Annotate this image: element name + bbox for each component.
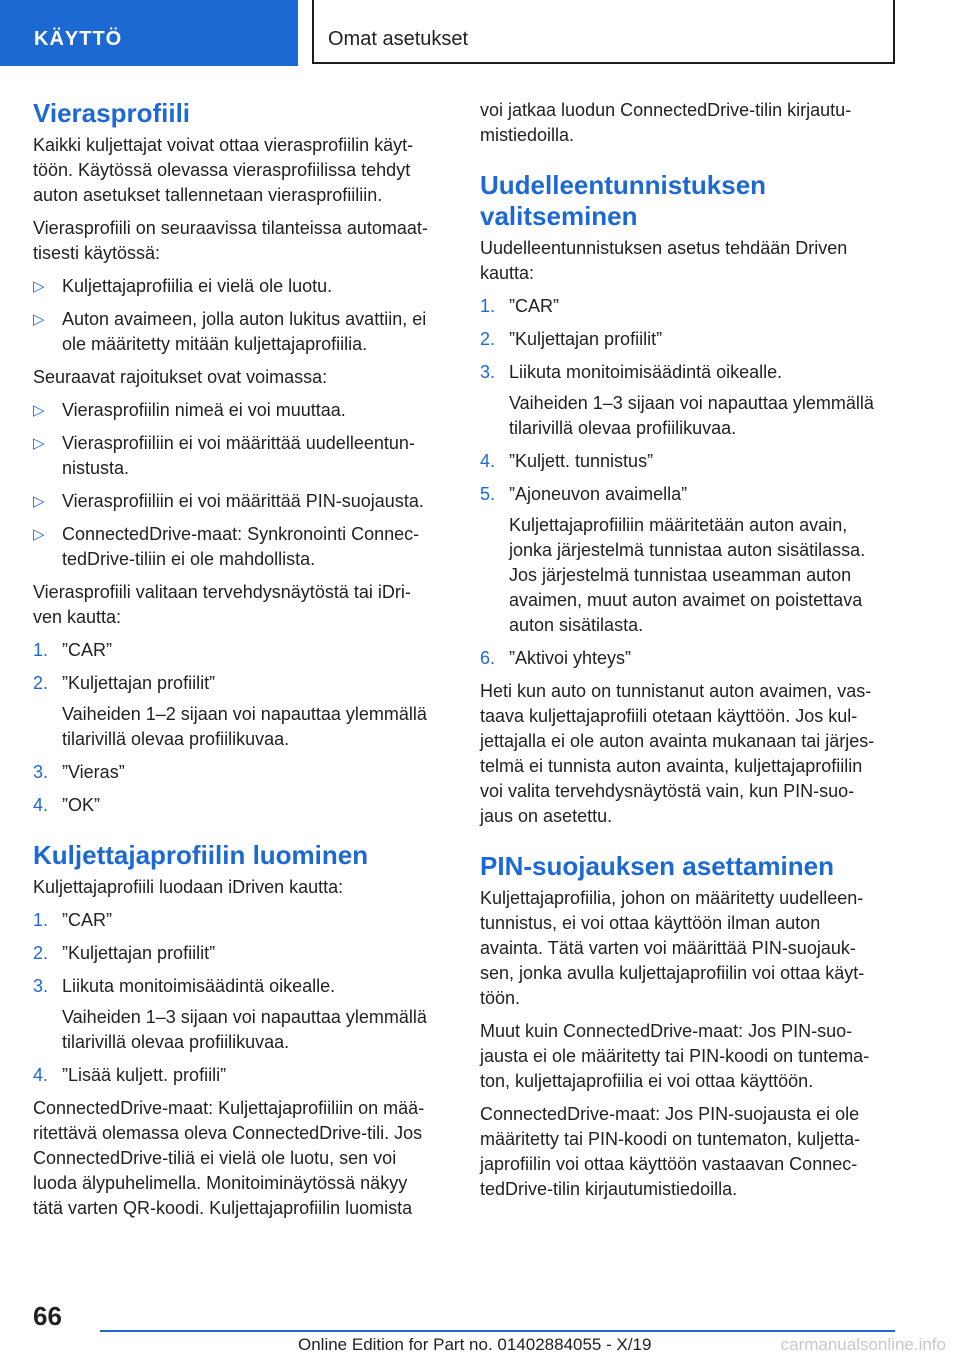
- step-number: 2.: [33, 673, 49, 693]
- step-item: [480, 327, 894, 352]
- step-text: ”CAR”: [509, 296, 559, 316]
- paragraph: Vierasprofiili on seuraavissa tilanteissa automaat- tisesti käytössä:: [33, 218, 428, 263]
- triangle-bullet-icon: ▷: [33, 526, 45, 543]
- bullet-text: Auton avaimeen, jolla auton lukitus avattiin, ei ole määritetty mitään kuljettajaprofiilia.: [62, 309, 427, 354]
- paragraph: Kuljettajaprofiili luodaan iDriven kautta:: [33, 877, 344, 897]
- paragraph: Muut kuin ConnectedDrive-maat: Jos PIN-suo- jausta ei ole määritetty tai PIN-koodi on tuntema- ton, kuljettajaprofiilia ei voi ottaa käyttöön.: [480, 1021, 870, 1091]
- step-item: [480, 482, 894, 638]
- bullet-item: [33, 489, 447, 514]
- step-number: 3.: [480, 362, 496, 382]
- numbered-list: [33, 638, 447, 818]
- triangle-bullet-icon: ▷: [33, 435, 45, 452]
- paragraph: Kaikki kuljettajat voivat ottaa vierasprofiilin käyt- töön. Käytössä olevassa vierasprofiilissa tehdyt auton asetukset tallennetaan vierasprofiiliin.: [33, 135, 414, 205]
- step-item: [33, 793, 447, 818]
- paragraph: ConnectedDrive-maat: Kuljettajaprofiiliin on mää- ritettävä olemassa oleva ConnectedDrive-tili. Jos ConnectedDrive-tiliä ei vielä ole luotu, sen voi luoda älypuhelimella. Monitoiminäytössä näkyy tätä varten QR-koodi. Kuljettajaprofiilin luomista: [33, 1098, 425, 1218]
- right-column: [480, 98, 894, 1210]
- step-item: [33, 941, 447, 966]
- step-item: [33, 908, 447, 933]
- step-note: Vaiheiden 1–3 sijaan voi napauttaa ylemmällä tilarivillä olevaa profiilikuvaa.: [62, 1007, 427, 1052]
- paragraph: voi jatkaa luodun ConnectedDrive-tilin kirjautu- mistiedoilla.: [480, 100, 852, 145]
- step-item: [33, 671, 447, 752]
- step-text: ”Kuljettajan profiilit”: [62, 943, 216, 963]
- step-text: ”CAR”: [62, 910, 112, 930]
- triangle-bullet-icon: ▷: [33, 493, 45, 510]
- step-number: 2.: [33, 943, 49, 963]
- bullet-text: ConnectedDrive-maat: Synkronointi Connec- tedDrive-tiliin ei ole mahdollista.: [62, 524, 420, 569]
- step-text: ”Kuljett. tunnistus”: [509, 451, 654, 471]
- step-text: Liikuta monitoimisäädintä oikealle.: [62, 976, 336, 996]
- bullet-list: [33, 398, 447, 572]
- bullet-item: [33, 274, 447, 299]
- step-number: 2.: [480, 329, 496, 349]
- paragraph: Seuraavat rajoitukset ovat voimassa:: [33, 367, 328, 387]
- watermark: carmanualsonline.info: [780, 1335, 946, 1354]
- step-item: [33, 760, 447, 785]
- page-number: 66: [33, 1301, 62, 1331]
- numbered-list: [480, 294, 894, 671]
- step-number: 1.: [33, 640, 49, 660]
- step-text: ”OK”: [62, 795, 100, 815]
- bullet-item: [33, 522, 447, 572]
- step-text: ”Ajoneuvon avaimella”: [509, 484, 688, 504]
- chapter-title: Omat asetukset: [312, 0, 895, 64]
- step-note: Kuljettajaprofiiliin määritetään auton avain, jonka järjestelmä tunnistaa auton sisätilassa. Jos järjestelmä tunnistaa useamman auton avaimen, muut auton avaimet on poistettava auton sisätilasta.: [509, 515, 866, 635]
- step-text: ”Kuljettajan profiilit”: [509, 329, 663, 349]
- step-text: ”Vieras”: [62, 762, 125, 782]
- edition-text: Online Edition for Part no. 01402884055 - X/19: [298, 1335, 652, 1354]
- heading-pin-suojaus: PIN-suojauksen asettaminen: [480, 851, 834, 881]
- bullet-text: Vierasprofiiliin ei voi määrittää uudelleentun- nistusta.: [62, 433, 415, 478]
- footer-divider: [100, 1330, 895, 1332]
- bullet-text: Vierasprofiiliin ei voi määrittää PIN-suojausta.: [62, 491, 424, 511]
- step-text: ”Kuljettajan profiilit”: [62, 673, 216, 693]
- bullet-text: Vierasprofiilin nimeä ei voi muuttaa.: [62, 400, 346, 420]
- bullet-item: [33, 307, 447, 357]
- step-note: Vaiheiden 1–3 sijaan voi napauttaa ylemmällä tilarivillä olevaa profiilikuvaa.: [509, 393, 874, 438]
- step-number: 6.: [480, 648, 496, 668]
- paragraph: ConnectedDrive-maat: Jos PIN-suojausta ei ole määritetty tai PIN-koodi on tuntematon, kuljetta- japrofiilin voi ottaa käyttöön vastaavan Connec- tedDrive-tilin kirjautumistiedoilla.: [480, 1104, 861, 1199]
- left-column: [33, 98, 447, 1229]
- step-item: [33, 1063, 447, 1088]
- step-item: [480, 294, 894, 319]
- paragraph: Vierasprofiili valitaan tervehdysnäytöstä tai iDri- ven kautta:: [33, 582, 411, 627]
- bullet-item: [33, 398, 447, 423]
- step-item: [33, 638, 447, 663]
- page-header: [0, 0, 960, 66]
- step-number: 4.: [33, 795, 49, 815]
- step-number: 1.: [480, 296, 496, 316]
- triangle-bullet-icon: ▷: [33, 278, 45, 295]
- heading-kuljettajaprofiilin-luominen: Kuljettajaprofiilin luominen: [33, 840, 369, 870]
- step-item: [33, 974, 447, 1055]
- step-text: Liikuta monitoimisäädintä oikealle.: [509, 362, 783, 382]
- step-item: [480, 449, 894, 474]
- triangle-bullet-icon: ▷: [33, 402, 45, 419]
- step-number: 3.: [33, 762, 49, 782]
- section-tab: KÄYTTÖ: [0, 0, 298, 66]
- step-number: 4.: [33, 1065, 49, 1085]
- step-number: 5.: [480, 484, 496, 504]
- step-item: [480, 646, 894, 671]
- paragraph: Uudelleentunnistuksen asetus tehdään Driven kautta:: [480, 238, 848, 283]
- bullet-list: [33, 274, 447, 357]
- paragraph: Heti kun auto on tunnistanut auton avaimen, vas- taava kuljettajaprofiili otetaan käyttöön. Jos kul- jettajalla ei ole auton avainta mukanaan tai järjes- telmä ei tunnista auton avainta, kuljettajaprofiilin voi valita tervehdysnäytöstä vain, kun PIN-suo- jaus on asetettu.: [480, 681, 875, 826]
- step-text: ”CAR”: [62, 640, 112, 660]
- heading-uudelleentunnistus: Uudelleentunnistuksen valitseminen: [480, 170, 767, 231]
- numbered-list: [33, 908, 447, 1088]
- heading-vierasprofiili: Vierasprofiili: [33, 98, 191, 128]
- step-text: ”Lisää kuljett. profiili”: [62, 1065, 227, 1085]
- step-text: ”Aktivoi yhteys”: [509, 648, 632, 668]
- step-item: [480, 360, 894, 441]
- step-number: 4.: [480, 451, 496, 471]
- paragraph: Kuljettajaprofiilia, johon on määritetty uudelleen- tunnistus, ei voi ottaa käyttöön ilman auton avainta. Tätä varten voi määrittää PIN-suojauk- sen, jonka avulla kuljettajaprofiilin voi ottaa käyt- töön.: [480, 888, 865, 1008]
- step-number: 1.: [33, 910, 49, 930]
- step-note: Vaiheiden 1–2 sijaan voi napauttaa ylemmällä tilarivillä olevaa profiilikuvaa.: [62, 704, 427, 749]
- step-number: 3.: [33, 976, 49, 996]
- triangle-bullet-icon: ▷: [33, 311, 45, 328]
- bullet-item: [33, 431, 447, 481]
- bullet-text: Kuljettajaprofiilia ei vielä ole luotu.: [62, 276, 333, 296]
